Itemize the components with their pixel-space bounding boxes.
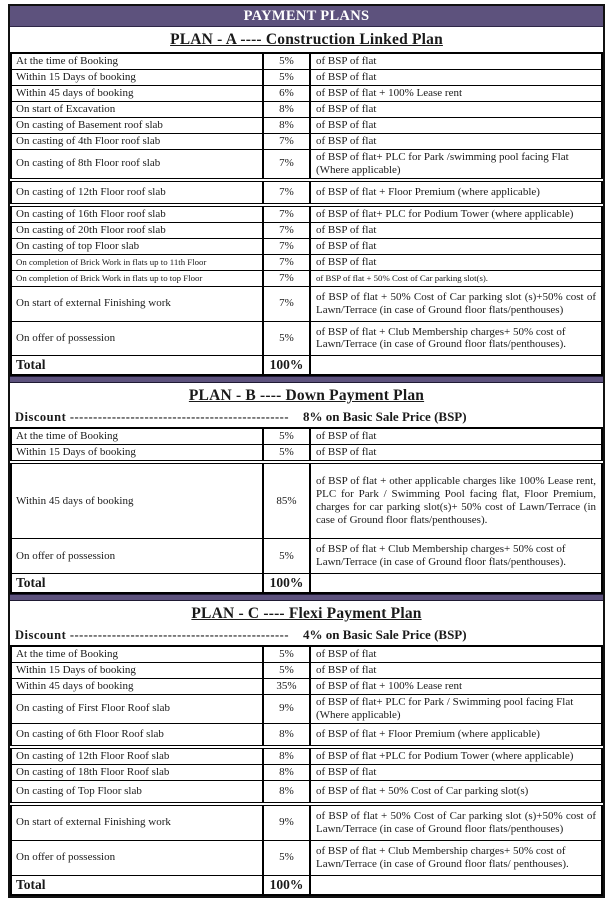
discount-value: 8% on Basic Sale Price (BSP): [303, 409, 467, 425]
milestone-cell: On casting of Basement roof slab: [11, 117, 263, 133]
discount-line-plan-c: [10, 626, 603, 645]
plan-title-plan-a: PLAN - A ---- Construction Linked Plan: [170, 31, 443, 48]
percent-cell: 7%: [263, 270, 310, 286]
percent-cell: 5%: [263, 445, 310, 462]
details-cell: of BSP of flat: [310, 69, 602, 85]
details-cell: of BSP of flat+ PLC for Park / Swimming pool facing Flat (Where applicable): [310, 694, 602, 723]
percent-cell: 5%: [263, 646, 310, 662]
milestone-cell: On casting of 12th Floor Roof slab: [11, 747, 263, 764]
total-empty-cell: [310, 356, 602, 375]
details-cell: of BSP of flat: [310, 428, 602, 444]
percent-cell: 7%: [263, 238, 310, 254]
payment-row: [11, 694, 602, 723]
milestone-cell: Within 45 days of booking: [11, 85, 263, 101]
details-cell: of BSP of flat + Floor Premium (where applicable): [310, 723, 602, 746]
percent-cell: 7%: [263, 222, 310, 238]
total-label: Total: [11, 356, 263, 375]
plan-table-plan-a: [10, 52, 603, 376]
details-cell: of BSP of flat + 50% Cost of Car parking slot(s): [310, 780, 602, 803]
total-label: Total: [11, 574, 263, 593]
percent-cell: 5%: [263, 53, 310, 69]
payment-plans-document: [8, 4, 605, 898]
details-cell: of BSP of flat: [310, 254, 602, 270]
percent-cell: 8%: [263, 101, 310, 117]
milestone-cell: At the time of Booking: [11, 646, 263, 662]
details-cell: of BSP of flat: [310, 117, 602, 133]
percent-cell: 8%: [263, 723, 310, 746]
document-title-band: PAYMENT PLANS: [10, 6, 603, 27]
milestone-cell: On offer of possession: [11, 539, 263, 574]
percent-cell: 6%: [263, 85, 310, 101]
milestone-cell: On casting of 6th Floor Roof slab: [11, 723, 263, 746]
milestone-cell: On completion of Brick Work in flats up to top Floor: [11, 270, 263, 286]
milestone-cell: On casting of top Floor slab: [11, 238, 263, 254]
details-cell: of BSP of flat: [310, 238, 602, 254]
details-cell: of BSP of flat+ PLC for Podium Tower (where applicable): [310, 205, 602, 222]
payment-row: [11, 539, 602, 574]
payment-row: [11, 133, 602, 149]
details-cell: of BSP of flat: [310, 646, 602, 662]
percent-cell: 35%: [263, 678, 310, 694]
discount-line-plan-b: [10, 408, 603, 427]
details-cell: of BSP of flat+ PLC for Park /swimming pool facing Flat (Where applicable): [310, 149, 602, 179]
total-value: 100%: [263, 875, 310, 894]
details-cell: of BSP of flat: [310, 101, 602, 117]
payment-row: [11, 85, 602, 101]
plan-title-plan-b: PLAN - B ---- Down Payment Plan: [188, 387, 425, 405]
details-cell: of BSP of flat + 100% Lease rent: [310, 85, 602, 101]
details-cell: of BSP of flat: [310, 133, 602, 149]
total-row: [11, 574, 602, 593]
milestone-cell: On casting of 12th Floor roof slab: [11, 180, 263, 205]
milestone-cell: At the time of Booking: [11, 53, 263, 69]
payment-row: [11, 780, 602, 803]
milestone-cell: On casting of Top Floor slab: [11, 780, 263, 803]
total-value: 100%: [263, 574, 310, 593]
payment-row: [11, 747, 602, 764]
plan-title-plan-c: PLAN - C ---- Flexi Payment Plan: [191, 605, 422, 623]
discount-value: 4% on Basic Sale Price (BSP): [303, 627, 467, 643]
milestone-cell: On casting of First Floor Roof slab: [11, 694, 263, 723]
milestone-cell: On casting of 20th Floor roof slab: [11, 222, 263, 238]
milestone-cell: Within 15 Days of booking: [11, 445, 263, 462]
details-cell: of BSP of flat + other applicable charges like 100% Lease rent, PLC for Park / Swimming Pool facing flat, Floor Premium, charges for car parking slot(s)+ 50% cost of Lawn/Terrace (in case of Ground floor flats/penthouses).: [310, 462, 602, 538]
milestone-cell: Within 45 days of booking: [11, 462, 263, 538]
percent-cell: 7%: [263, 254, 310, 270]
payment-row: [11, 149, 602, 179]
total-row: [11, 356, 602, 375]
payment-row: [11, 53, 602, 69]
percent-cell: 5%: [263, 321, 310, 356]
percent-cell: 8%: [263, 780, 310, 803]
payment-row: [11, 804, 602, 840]
plan-table-plan-b: [10, 427, 603, 594]
details-cell: of BSP of flat + Club Membership charges+ 50% cost of Lawn/Terrace (in case of Ground floor flats/ penthouses).: [310, 840, 602, 875]
percent-cell: 8%: [263, 747, 310, 764]
details-cell: of BSP of flat +PLC for Podium Tower (where applicable): [310, 747, 602, 764]
percent-cell: 9%: [263, 694, 310, 723]
payment-row: [11, 254, 602, 270]
milestone-cell: Within 45 days of booking: [11, 678, 263, 694]
payment-row: [11, 270, 602, 286]
section-separator: [10, 376, 603, 383]
details-cell: of BSP of flat + 50% Cost of Car parking slot (s)+50% cost of Lawn/Terrace (in case of Ground floor flats/penthouses): [310, 286, 602, 321]
milestone-cell: At the time of Booking: [11, 428, 263, 444]
payment-row: [11, 646, 602, 662]
payment-row: [11, 101, 602, 117]
percent-cell: 5%: [263, 539, 310, 574]
details-cell: of BSP of flat: [310, 764, 602, 780]
plans-container: [10, 27, 603, 896]
milestone-cell: On casting of 4th Floor roof slab: [11, 133, 263, 149]
payment-row: [11, 428, 602, 444]
total-empty-cell: [310, 875, 602, 894]
details-cell: of BSP of flat: [310, 663, 602, 679]
milestone-cell: Within 15 Days of booking: [11, 69, 263, 85]
milestone-cell: On offer of possession: [11, 840, 263, 875]
payment-row: [11, 764, 602, 780]
payment-row: [11, 462, 602, 538]
percent-cell: 5%: [263, 663, 310, 679]
percent-cell: 5%: [263, 428, 310, 444]
payment-row: [11, 180, 602, 205]
total-row: [11, 875, 602, 894]
milestone-cell: On offer of possession: [11, 321, 263, 356]
payment-row: [11, 117, 602, 133]
milestone-cell: On start of external Finishing work: [11, 804, 263, 840]
discount-label: Discount -----------------------------------------------: [15, 628, 289, 643]
details-cell: of BSP of flat + Club Membership charges+ 50% cost of Lawn/Terrace (in case of Ground floor flats/penthouses).: [310, 321, 602, 356]
payment-row: [11, 723, 602, 746]
percent-cell: 85%: [263, 462, 310, 538]
payment-row: [11, 678, 602, 694]
milestone-cell: On start of external Finishing work: [11, 286, 263, 321]
section-separator: [10, 594, 603, 601]
percent-cell: 7%: [263, 205, 310, 222]
payment-row: [11, 69, 602, 85]
payment-row: [11, 445, 602, 462]
details-cell: of BSP of flat: [310, 222, 602, 238]
percent-cell: 5%: [263, 840, 310, 875]
total-empty-cell: [310, 574, 602, 593]
details-cell: of BSP of flat + Floor Premium (where applicable): [310, 180, 602, 205]
milestone-cell: On start of Excavation: [11, 101, 263, 117]
total-value: 100%: [263, 356, 310, 375]
payment-row: [11, 222, 602, 238]
details-cell: of BSP of flat + Club Membership charges+ 50% cost of Lawn/Terrace (in case of Ground floor flats/penthouses).: [310, 539, 602, 574]
payment-row: [11, 205, 602, 222]
payment-row: [11, 286, 602, 321]
milestone-cell: On casting of 16th Floor roof slab: [11, 205, 263, 222]
milestone-cell: On casting of 18th Floor Roof slab: [11, 764, 263, 780]
details-cell: of BSP of flat: [310, 445, 602, 462]
details-cell: of BSP of flat + 50% Cost of Car parking slot(s).: [310, 270, 602, 286]
discount-label: Discount -----------------------------------------------: [15, 410, 289, 425]
details-cell: of BSP of flat + 100% Lease rent: [310, 678, 602, 694]
percent-cell: 5%: [263, 69, 310, 85]
milestone-cell: On casting of 8th Floor roof slab: [11, 149, 263, 179]
percent-cell: 7%: [263, 286, 310, 321]
percent-cell: 7%: [263, 149, 310, 179]
details-cell: of BSP of flat: [310, 53, 602, 69]
percent-cell: 7%: [263, 180, 310, 205]
percent-cell: 7%: [263, 133, 310, 149]
payment-row: [11, 238, 602, 254]
plan-table-plan-c: [10, 645, 603, 896]
percent-cell: 9%: [263, 804, 310, 840]
percent-cell: 8%: [263, 764, 310, 780]
milestone-cell: Within 15 Days of booking: [11, 663, 263, 679]
percent-cell: 8%: [263, 117, 310, 133]
total-label: Total: [11, 875, 263, 894]
payment-row: [11, 321, 602, 356]
payment-row: [11, 663, 602, 679]
milestone-cell: On completion of Brick Work in flats up to 11th Floor: [11, 254, 263, 270]
details-cell: of BSP of flat + 50% Cost of Car parking slot (s)+50% cost of Lawn/Terrace (in case of Ground floor flats/penthouses): [310, 804, 602, 840]
